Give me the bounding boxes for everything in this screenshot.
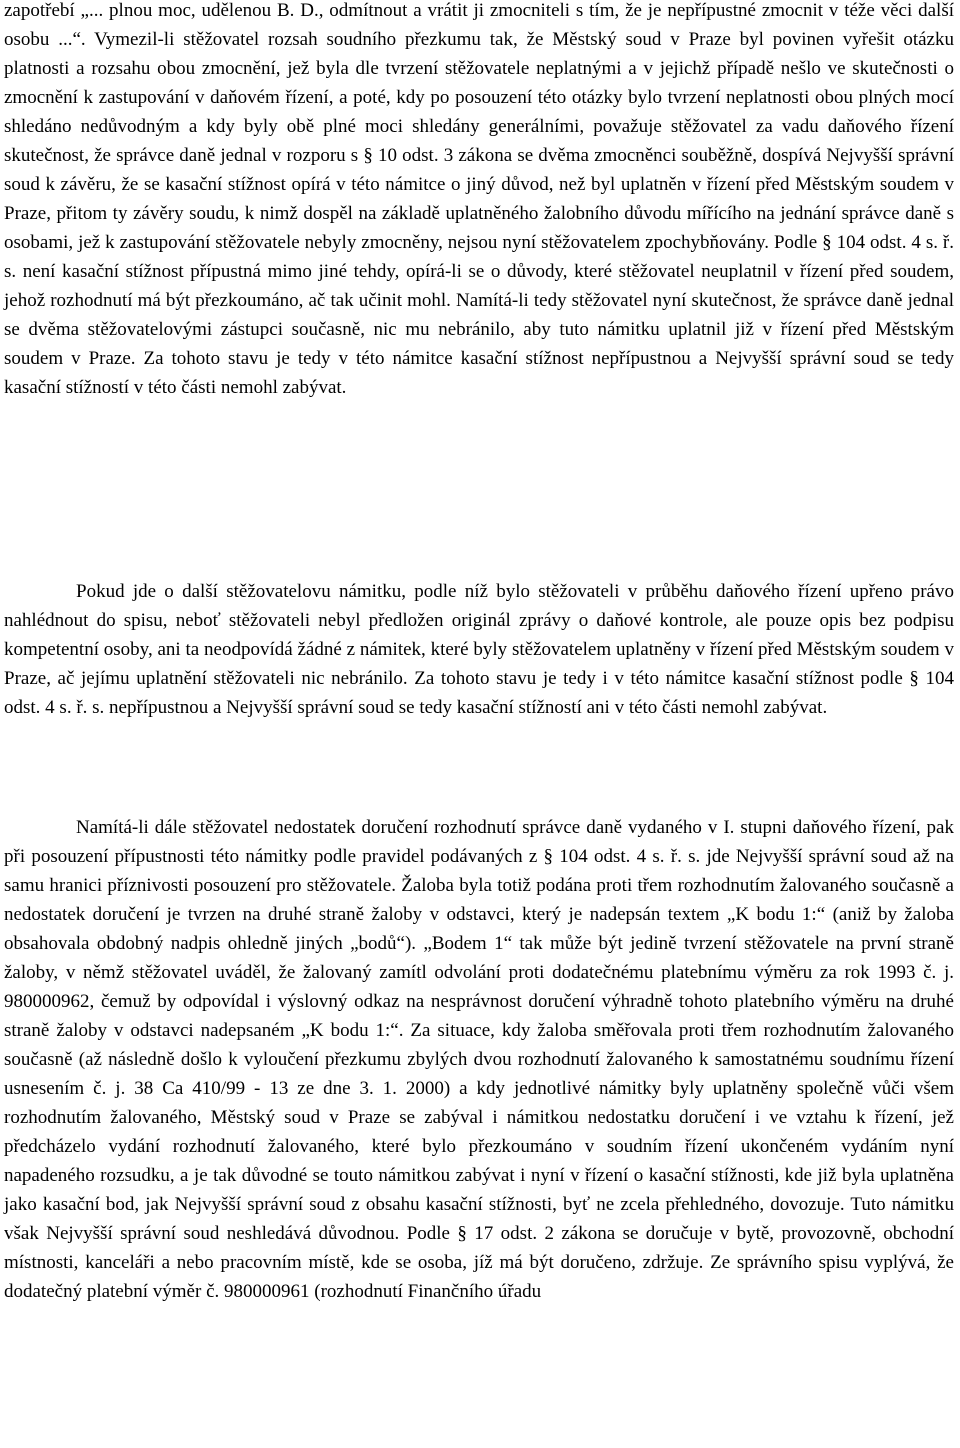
paragraph-2: Pokud jde o další stěžovatelovu námitku, podle níž bylo stěžovateli v průběhu daňového řízení upřeno právo nahlédnout do spisu, neboť stěžovateli nebyl předložen originál zprávy o daňové kontrole, ale pouze opis bez podpisu kompetentní osoby, ani ta neodpovídá žádné z námitek, které byly stěžovatelem uplatněny v řízení před Městským soudem v Praze, ač jejímu uplatnění stěžovateli nic nebránilo. Za tohoto stavu je tedy i v této námitce kasační stížnost podle § 104 odst. 4 s. ř. s. nepřípustnou a Nejvyšší správní soud se tedy kasační stížností ani v této části nemohl zabývat.	[4, 581, 954, 718]
paragraph-3: Namítá-li dále stěžovatel nedostatek doručení rozhodnutí správce daně vydaného v I. stupni daňového řízení, pak při posouzení přípustnosti této námitky podle pravidel podávaných z § 104 odst. 4 s. ř. s. jde Nejvyšší správní soud až na samu hranici příznivosti posouzení pro stěžovatele. Žaloba byla totiž podána proti třem rozhodnutím žalovaného současně a nedostatek doručení je tvrzen na druhé straně žaloby v odstavci, který je nadepsán textem „K bodu 1:“ (aniž by žaloba obsahovala obdobný nadpis ohledně jiných „bodů“). „Bodem 1“ tak může být jedině tvrzení stěžovatele na první straně žaloby, v němž stěžovatel uváděl, že žalovaný zamítl odvolání proti dodatečnému platebnímu výměru za rok 1993 č. j. 980000962, čemuž by odpovídal i výslovný odkaz na nesprávnost doručení výhradně tohoto platebního výměru na druhé straně žaloby v odstavci nadepsaném „K bodu 1:“. Za situace, kdy žaloba směřovala proti třem rozhodnutím žalovaného současně (až následně došlo k vyloučení přezkumu zbylých dvou rozhodnutí žalovaného k samostatnému soudnímu řízení usnesením č. j. 38 Ca 410/99 - 13 ze dne 3. 1. 2000) a kdy jednotlivé námitky byly uplatněny společně vůči všem rozhodnutím žalovaného, Městský soud v Praze se zabýval i námitkou nedostatku doručení i ve vztahu k řízení, jež předcházelo vydání rozhodnutí žalovaného, které bylo přezkoumáno v soudním řízení ukončeném vydáním nyní napadeného rozsudku, a je tak důvodné se touto námitkou zabývat i nyní v řízení o kasační stížnosti, kde již byla uplatněna jako kasační bod, jak Nejvyšší správní soud z obsahu kasační stížnosti, byť ne zcela přehledného, dovozuje. Tuto námitku však Nejvyšší správní soud neshledává důvodnou. Podle § 17 odst. 2 zákona se doručuje v bytě, provozovně, obchodní místnosti, kanceláři a nebo pracovním místě, kde se osoba, jíž má být doručeno, zdržuje. Ze správního spisu vyplývá, že dodatečný platební výměr č. 980000961 (rozhodnutí Finančního úřadu	[4, 817, 954, 1302]
paragraph-1: zapotřebí „... plnou moc, udělenou B. D., odmítnout a vrátit ji zmocniteli s tím, že je nepřípustné zmocnit v téže věci další osobu ...“. Vymezil-li stěžovatel rozsah soudního přezkumu tak, že Městský soud v Praze byl povinen vyřešit otázku platnosti a rozsahu obou zmocnění, jež byla dle tvrzení stěžovatele neplatnými a v jejichž případě nešlo ve skutečnosti o zmocnění k zastupování v daňovém řízení, a poté, kdy po posouzení této otázky bylo tvrzení neplatnosti obou plných mocí shledáno nedůvodným a kdy byly obě plné moci shledány generálními, považuje stěžovatel za vadu daňového řízení skutečnost, že správce daně jednal v rozporu s § 10 odst. 3 zákona se dvěma zmocněnci souběžně, dospívá Nejvyšší správní soud k závěru, že se kasační stížnost opírá v této námitce o jiný důvod, než byl uplatněn v řízení před Městským soudem v Praze, přitom ty závěry soudu, k nimž dospěl na základě uplatněného žalobního důvodu mířícího na jednání správce daně s osobami, jež k zastupování stěžovatele nebyly zmocněny, nejsou nyní stěžovatelem zpochybňovány. Podle § 104 odst. 4 s. ř. s. není kasační stížnost přípustná mimo jiné tehdy, opírá-li se o důvody, které stěžovatel neuplatnil v řízení před soudem, jehož rozhodnutí má být přezkoumáno, ač tak učinit mohl. Namítá-li tedy stěžovatel nyní skutečnost, že správce daně jednal se dvěma stěžovatelovými zástupci současně, nic mu nebránilo, aby tuto námitku uplatnil již v řízení před Městským soudem v Praze. Za tohoto stavu je tedy v této námitce kasační stížnost nepřípustnou a Nejvyšší správní soud se tedy kasační stížností v této části nemohl zabývat.	[4, 0, 954, 398]
